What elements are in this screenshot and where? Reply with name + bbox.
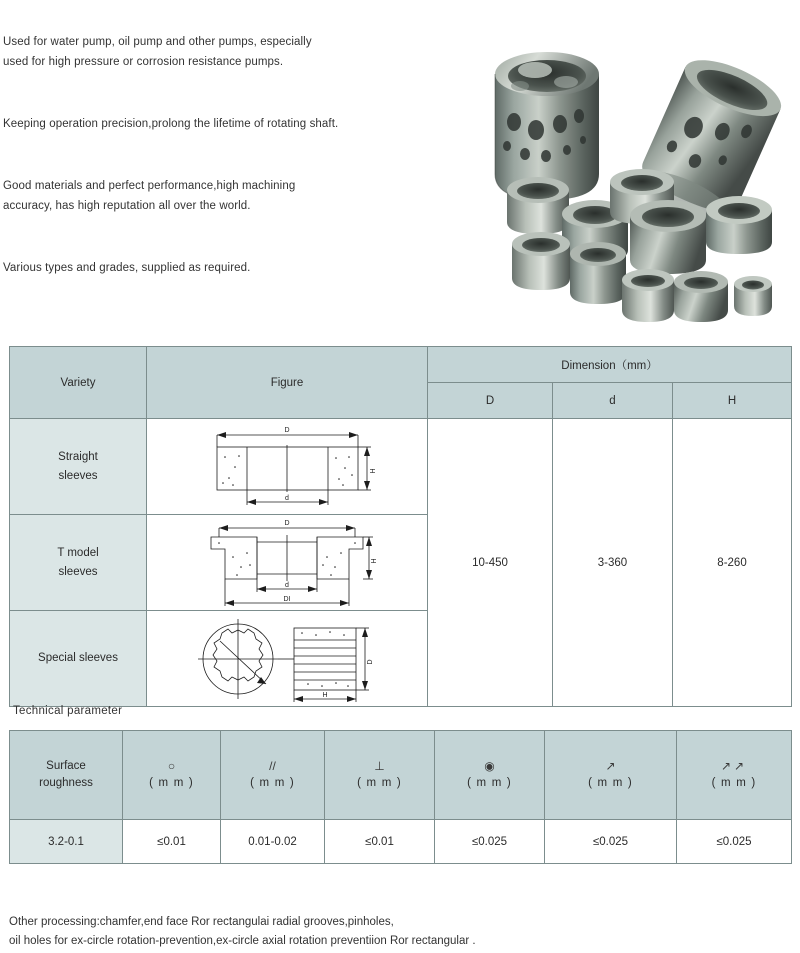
footer-note: [9, 913, 709, 951]
intro-text-block: [3, 32, 433, 278]
tech-value-circularity: ≤0.01: [123, 820, 221, 864]
dimension-value-d: 3-360: [553, 419, 673, 707]
footer-line-2: oil holes for ex-circle rotation-prevention,ex-circle axial rotation preventiion Ror rectangular .: [9, 935, 476, 947]
figure-wrapper: [147, 516, 427, 609]
column-header-figure: Figure: [147, 347, 428, 419]
figure-t-model-sleeve: [147, 515, 428, 611]
perpendicularity-icon: ⊥: [374, 758, 385, 773]
figure-label-d: d: [284, 494, 289, 502]
total-runout-icon: ↗↗: [720, 758, 748, 773]
tech-header-unit: ( m m ): [467, 776, 512, 789]
variety-label-line1: Straight: [58, 450, 98, 463]
variety-name-t-model-sleeves: [10, 515, 147, 611]
figure-label-d: d: [284, 581, 289, 589]
table-row: [10, 419, 792, 515]
technical-header-row: [10, 731, 792, 820]
tech-header-line2: roughness: [39, 777, 93, 789]
tech-header-runout: [545, 731, 677, 820]
ring-small-1: [507, 177, 569, 234]
parallelism-icon: //: [269, 758, 276, 773]
figure-wrapper: [147, 420, 427, 513]
ring-small-7: [674, 271, 728, 322]
tech-value-surface-roughness: 3.2-0.1: [10, 820, 123, 864]
column-header-d: d: [553, 383, 673, 419]
intro-line: used for high pressure or corrosion resistance pumps.: [3, 56, 284, 68]
runout-icon: ↗: [605, 758, 616, 773]
product-photo: [462, 4, 798, 326]
ring-small-5: [570, 242, 626, 304]
intro-paragraph-1: [3, 32, 433, 72]
figure-label-H: H: [369, 467, 377, 474]
variety-label-line2: sleeves: [58, 469, 98, 482]
tech-header-concentricity: [435, 731, 545, 820]
tech-value-concentricity: ≤0.025: [435, 820, 545, 864]
footer-line-1: Other processing:chamfer,end face Ror rectangulai radial grooves,pinholes,: [9, 916, 394, 928]
circularity-icon: ○: [167, 758, 176, 773]
tech-header-surface-roughness: [10, 731, 123, 820]
dimension-value-H: 8-260: [673, 419, 792, 707]
ring-small-6: [622, 269, 674, 322]
tech-value-total-runout: ≤0.025: [677, 820, 792, 864]
tech-header-line1: Surface: [46, 760, 86, 772]
t-model-sleeve-drawing: [195, 517, 380, 609]
table-header-row: [10, 347, 792, 383]
concentricity-icon: ◉: [484, 758, 495, 773]
tech-header-total-runout: [677, 731, 792, 820]
dimension-value-D: 10-450: [428, 419, 553, 707]
tech-header-unit: ( m m ): [149, 776, 194, 789]
intro-line: Various types and grades, supplied as required.: [3, 262, 251, 274]
tech-header-perpendicularity: [325, 731, 435, 820]
figure-label-D: D: [366, 658, 374, 665]
figure-label-H: H: [370, 557, 378, 564]
figure-straight-sleeve: [147, 419, 428, 515]
ring-small-4: [512, 232, 570, 290]
tech-header-unit: ( m m ): [357, 776, 402, 789]
ring-flanged-1: [706, 196, 772, 254]
tech-header-unit: ( m m ): [250, 776, 295, 789]
technical-parameter-table: [9, 730, 792, 864]
straight-sleeve-drawing: [195, 423, 380, 511]
column-header-D: D: [428, 383, 553, 419]
variety-name-special-sleeves: [10, 611, 147, 707]
figure-label-D: D: [283, 426, 290, 434]
figure-label-D: D: [283, 519, 290, 527]
special-sleeve-drawing: [190, 614, 385, 704]
tech-header-parallelism: [221, 731, 325, 820]
tech-value-perpendicularity: ≤0.01: [325, 820, 435, 864]
intro-paragraph-2: [3, 114, 433, 134]
figure-special-sleeve: [147, 611, 428, 707]
ring-medium-1: [630, 200, 706, 274]
column-header-variety: Variety: [10, 347, 147, 419]
technical-value-row: [10, 820, 792, 864]
product-photo-image: [462, 4, 798, 326]
variety-name-straight-sleeves: [10, 419, 147, 515]
variety-label-line2: sleeves: [58, 565, 98, 578]
tech-value-runout: ≤0.025: [545, 820, 677, 864]
ring-tiny: [734, 276, 772, 316]
intro-line: Used for water pump, oil pump and other pumps, especially: [3, 36, 312, 48]
variety-specification-table: [9, 346, 792, 707]
figure-label-H: H: [321, 691, 328, 699]
tech-value-parallelism: 0.01-0.02: [221, 820, 325, 864]
variety-label-line1: T model: [57, 546, 99, 559]
technical-parameter-caption: Technical parameter: [13, 705, 123, 717]
column-header-dimension: Dimension（mm）: [428, 347, 792, 383]
figure-wrapper: [147, 612, 427, 705]
intro-line: Keeping operation precision,prolong the lifetime of rotating shaft.: [3, 118, 339, 130]
intro-line: Good materials and perfect performance,high machining: [3, 180, 296, 192]
intro-paragraph-3: [3, 176, 433, 216]
intro-paragraph-4: [3, 258, 433, 278]
column-header-H: H: [673, 383, 792, 419]
variety-label-line1: Special sleeves: [38, 652, 118, 664]
intro-line: accuracy, has high reputation all over the world.: [3, 200, 251, 212]
tech-header-unit: ( m m ): [711, 776, 757, 789]
tech-header-unit: ( m m ): [588, 776, 633, 789]
tech-header-circularity: [123, 731, 221, 820]
figure-label-DI: DI: [283, 595, 290, 603]
